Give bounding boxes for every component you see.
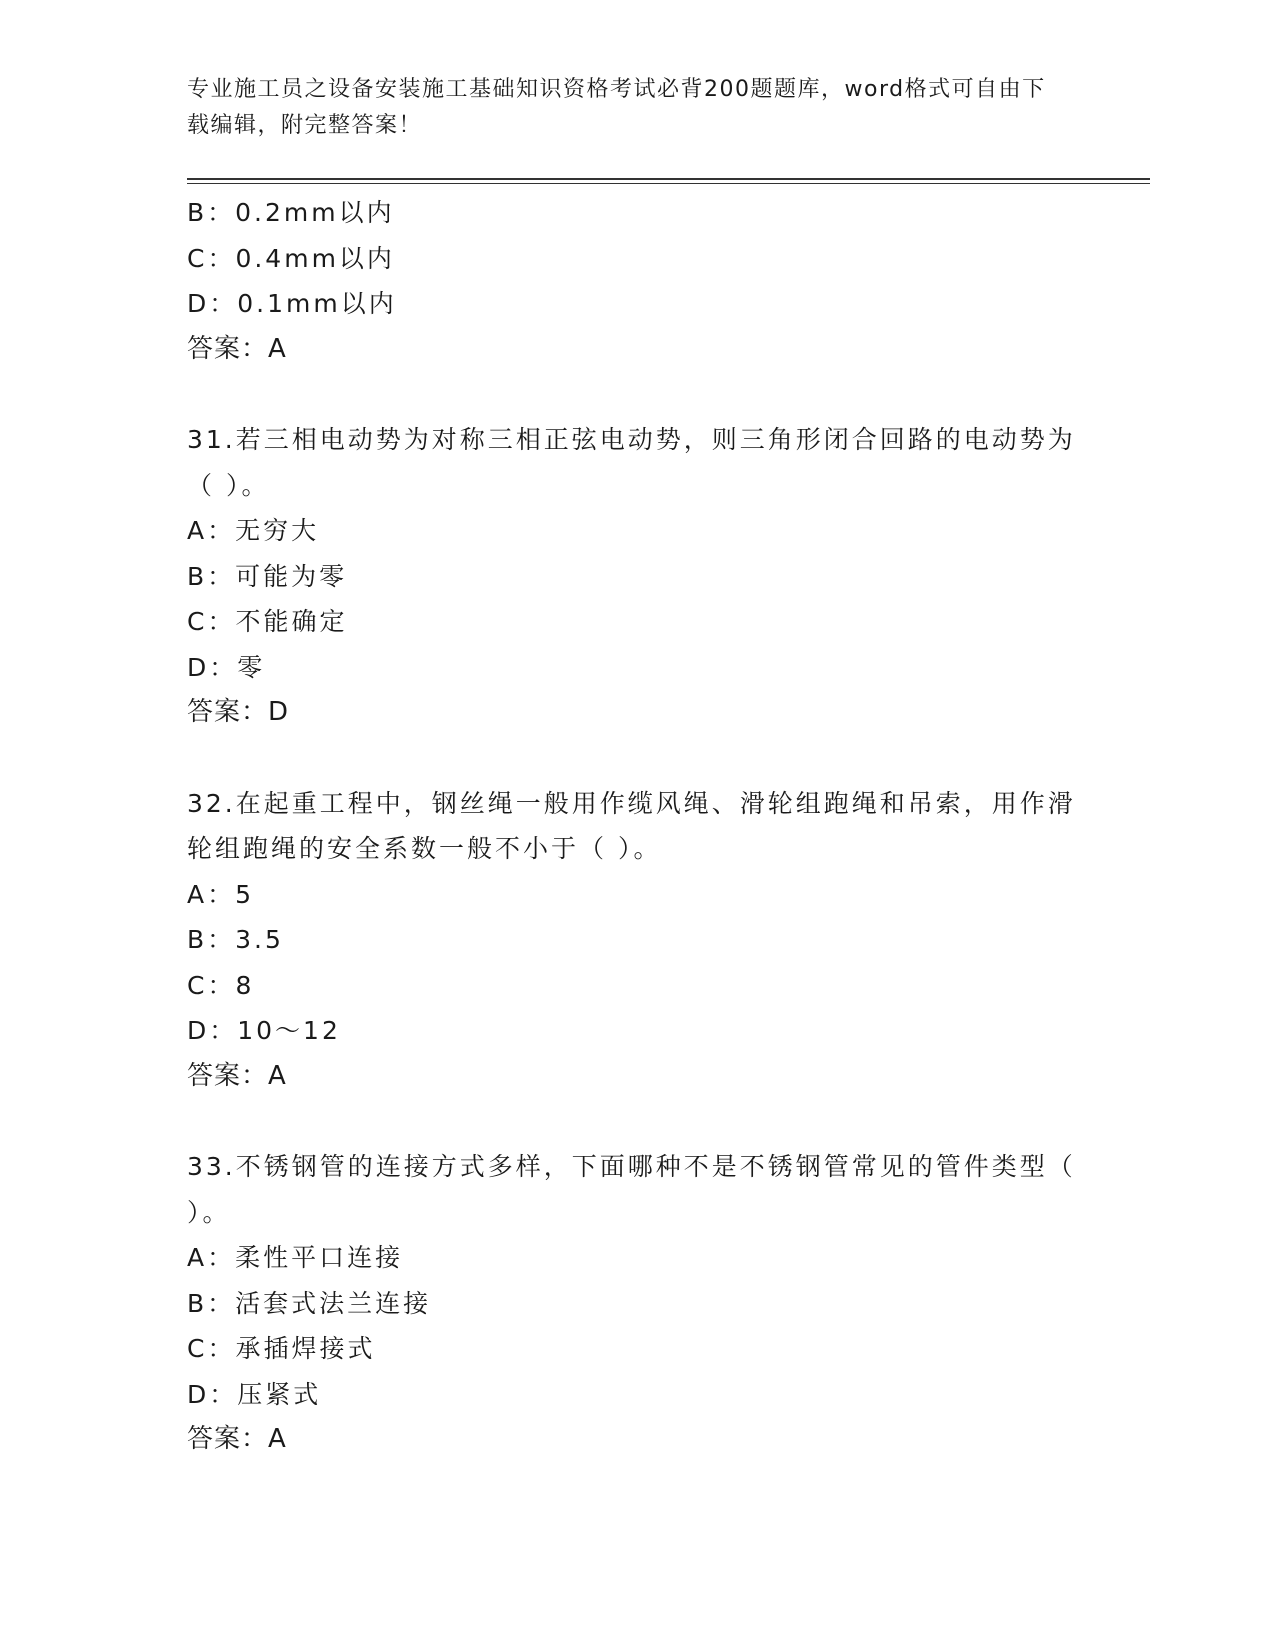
question-33	[187, 1144, 1087, 1463]
answer-line: 答案：D	[187, 697, 290, 727]
answer-line: 答案：A	[187, 1424, 287, 1454]
option-b: B：可能为零	[187, 561, 348, 591]
question-stem: 33.不锈钢管的连接方式多样，下面哪种不是不锈钢管常见的管件类型（ ）。	[187, 1152, 1076, 1227]
option-b: B：0.2mm以内	[187, 198, 395, 227]
option-a: A：5	[187, 879, 255, 909]
question-stem: 32.在起重工程中，钢丝绳一般用作缆风绳、滑轮组跑绳和吊索，用作滑轮组跑绳的安全系数一般不小于（ ）。	[187, 788, 1076, 863]
option-c: C：0.4mm以内	[187, 243, 395, 273]
option-d: D：10～12	[187, 1016, 341, 1045]
option-d: D：零	[187, 652, 266, 682]
option-c: C：承插焊接式	[187, 1334, 376, 1363]
question-31	[187, 417, 1087, 736]
option-b: B：3.5	[187, 925, 284, 954]
header-divider-bottom	[187, 183, 1150, 184]
option-a: A：柔性平口连接	[187, 1243, 404, 1272]
header-divider-top	[187, 178, 1150, 180]
answer-line: 答案：A	[187, 1060, 287, 1091]
option-d: D：0.1mm以内	[187, 289, 397, 318]
option-c: C：不能确定	[187, 607, 348, 636]
partial-question	[187, 190, 1087, 372]
option-d: D：压紧式	[187, 1379, 322, 1409]
document-header: 专业施工员之设备安装施工基础知识资格考试必背200题题库，word格式可自由下载编辑，附完整答案！	[187, 77, 1046, 138]
option-a: A：无穷大	[187, 516, 320, 545]
question-list	[187, 190, 1087, 1463]
question-stem: 31.若三相电动势为对称三相正弦电动势，则三角形闭合回路的电动势为（ ）。	[187, 425, 1076, 500]
answer-line: 答案：A	[187, 333, 287, 364]
option-b: B：活套式法兰连接	[187, 1288, 432, 1318]
question-32	[187, 781, 1087, 1100]
option-c: C：8	[187, 970, 255, 1000]
